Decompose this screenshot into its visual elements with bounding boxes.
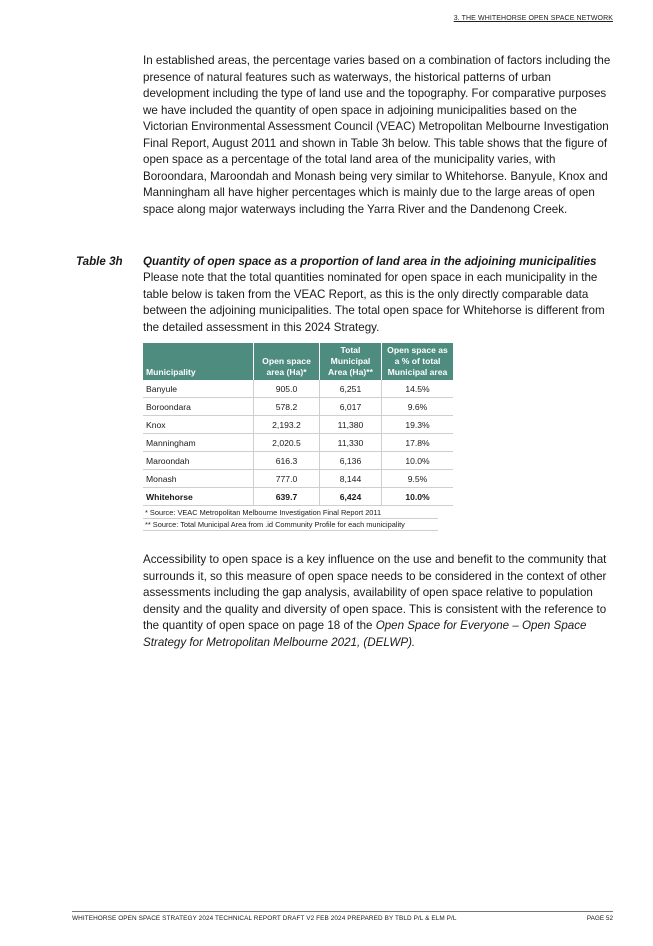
table-row bbox=[143, 434, 453, 452]
table-row bbox=[143, 380, 453, 398]
cell-open-space: 578.2 bbox=[254, 398, 320, 416]
intro-paragraph: In established areas, the percentage varies based on a combination of factors including the presence of natural features such as waterways, the historical patterns of urban development including the type of land use and the topography. For comparative purposes we have included the quantity of open space in adjoining municipalities based on the Victorian Environmental Assessment Council (VEAC) Metropolitan Melbourne Investigation Final Report, August 2011 and shown in Table 3h below. This table shows that the figure of open space as a percentage of the total land area of the municipality varies, with Boroondara, Maroondah and Monash being very similar to Whitehorse. Banyule, Knox and Manningham all have higher percentages which is mainly due to the large areas of open space along major waterways including the Yarra River and the Dandenong Creek. bbox=[143, 54, 611, 216]
cell-total-area: 11,330 bbox=[320, 434, 382, 452]
cell-open-space: 905.0 bbox=[254, 380, 320, 398]
cell-municipality: Maroondah bbox=[143, 452, 254, 470]
table-note: * Source: VEAC Metropolitan Melbourne Investigation Final Report 2011 bbox=[143, 507, 438, 519]
open-space-table bbox=[143, 343, 453, 506]
cell-municipality: Boroondara bbox=[143, 398, 254, 416]
accessibility-paragraph bbox=[143, 552, 613, 651]
cell-total-area: 6,136 bbox=[320, 452, 382, 470]
table-title: Quantity of open space as a proportion of land area in the adjoining municipalities bbox=[143, 255, 597, 268]
cell-total-area: 8,144 bbox=[320, 470, 382, 488]
accessibility-citation: Open Space for Everyone – Open Space Strategy for Metropolitan Melbourne 2021, (DELWP). bbox=[143, 619, 587, 649]
cell-open-space: 777.0 bbox=[254, 470, 320, 488]
cell-percentage: 9.5% bbox=[382, 470, 454, 488]
footer-divider bbox=[72, 911, 613, 912]
table-total-row bbox=[143, 488, 453, 506]
cell-municipality: Whitehorse bbox=[143, 488, 254, 506]
cell-percentage: 10.0% bbox=[382, 452, 454, 470]
cell-percentage: 19.3% bbox=[382, 416, 454, 434]
cell-total-area: 11,380 bbox=[320, 416, 382, 434]
table-row bbox=[143, 452, 453, 470]
cell-percentage: 10.0% bbox=[382, 488, 454, 506]
cell-municipality: Monash bbox=[143, 470, 254, 488]
footer-text: WHITEHORSE OPEN SPACE STRATEGY 2024 TECHNICAL REPORT DRAFT V2 FEB 2024 PREPARED BY TBLD P/L & ELM P/L bbox=[72, 915, 457, 922]
cell-percentage: 9.6% bbox=[382, 398, 454, 416]
header-percentage: Open space as a % of total Municipal area bbox=[382, 343, 454, 380]
cell-municipality: Manningham bbox=[143, 434, 254, 452]
header-municipality: Municipality bbox=[143, 343, 254, 380]
cell-percentage: 17.8% bbox=[382, 434, 454, 452]
header-total-area: Total Municipal Area (Ha)** bbox=[320, 343, 382, 380]
table-note: ** Source: Total Municipal Area from .id Community Profile for each municipality bbox=[143, 519, 438, 531]
section-header[interactable]: 3. THE WHITEHORSE OPEN SPACE NETWORK bbox=[453, 15, 613, 22]
page-number: PAGE 52 bbox=[586, 915, 613, 922]
cell-open-space: 2,020.5 bbox=[254, 434, 320, 452]
table-row bbox=[143, 398, 453, 416]
header-open-space-area: Open space area (Ha)* bbox=[254, 343, 320, 380]
cell-total-area: 6,017 bbox=[320, 398, 382, 416]
table-notes bbox=[143, 507, 438, 531]
table-header-row bbox=[143, 343, 453, 380]
cell-municipality: Knox bbox=[143, 416, 254, 434]
cell-open-space: 616.3 bbox=[254, 452, 320, 470]
table-intro-paragraph: Please note that the total quantities nominated for open space in each municipality in the table below is taken from the VEAC Report, as this is the only directly comparable data between the adjoining municipalities. The total open space for Whitehorse is different from the detailed assessment in this 2024 Strategy. bbox=[143, 271, 605, 334]
cell-open-space: 639.7 bbox=[254, 488, 320, 506]
table-label: Table 3h bbox=[76, 255, 123, 268]
cell-open-space: 2,193.2 bbox=[254, 416, 320, 434]
cell-percentage: 14.5% bbox=[382, 380, 454, 398]
table-row bbox=[143, 416, 453, 434]
cell-municipality: Banyule bbox=[143, 380, 254, 398]
cell-total-area: 6,251 bbox=[320, 380, 382, 398]
cell-total-area: 6,424 bbox=[320, 488, 382, 506]
accessibility-text: Accessibility to open space is a key influence on the use and benefit to the community that surrounds it, so this measure of open space needs to be considered in the context of other assessments including the gap analysis, availability of open space relative to population density and the quality and diversity of open space. This is consistent with the reference to the quantity of open space on page 18 of the bbox=[143, 553, 607, 632]
table-row bbox=[143, 470, 453, 488]
